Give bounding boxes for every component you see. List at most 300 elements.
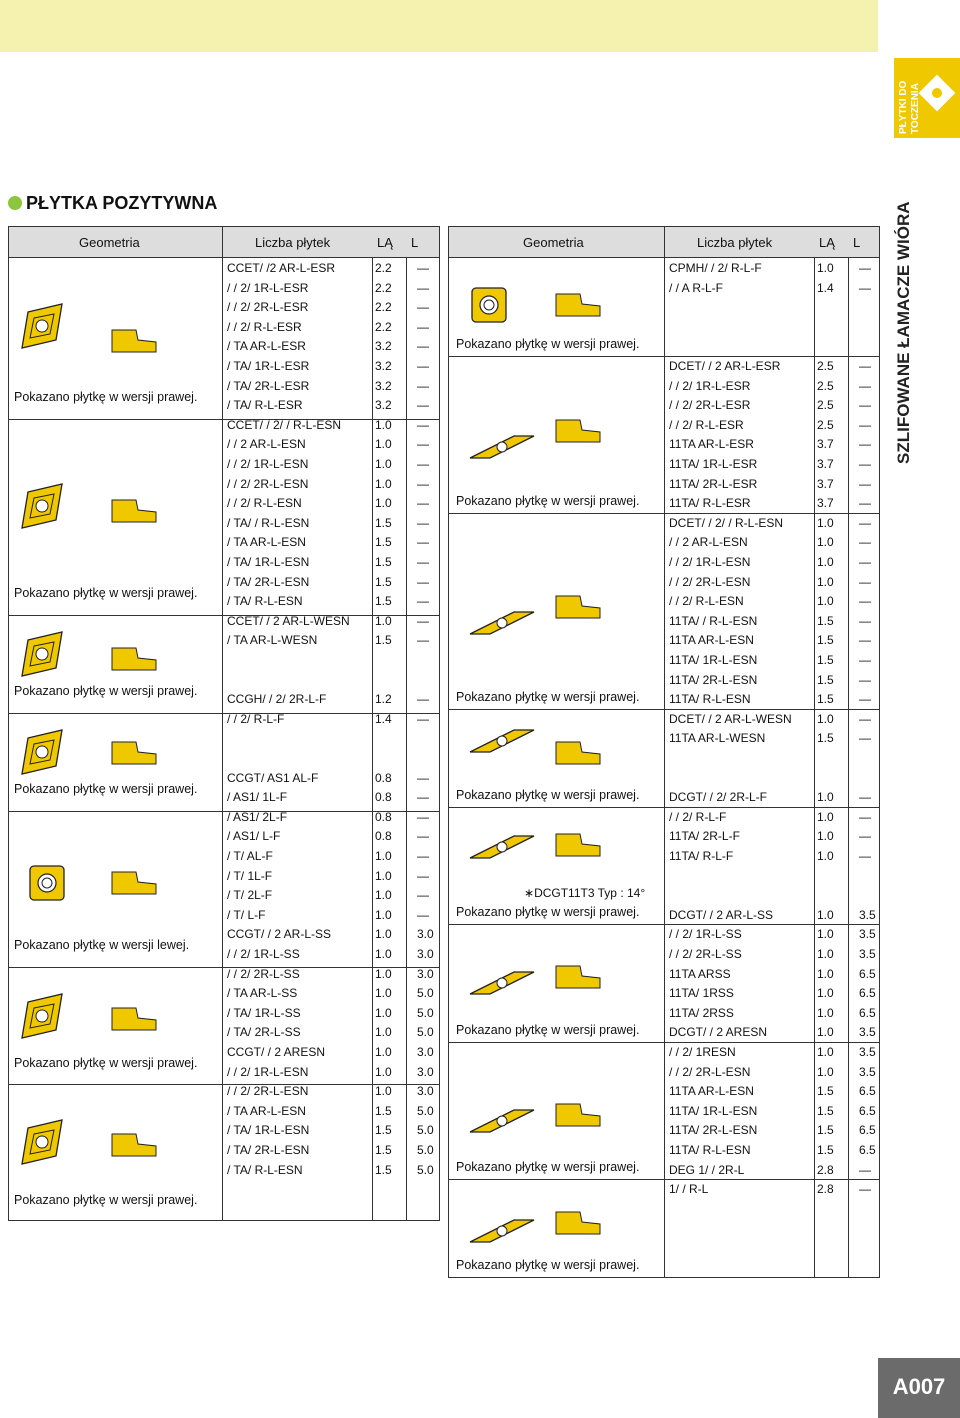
value-l: — (859, 496, 871, 511)
value-l: — (417, 437, 429, 452)
table-row (9, 984, 439, 1004)
row-separator (9, 1084, 439, 1085)
table-row (449, 612, 879, 632)
value-l: — (417, 692, 429, 707)
value-l: 6.5 (859, 966, 876, 981)
value-la: 1.0 (817, 1045, 834, 1059)
table-row (449, 435, 879, 455)
value-l: 6.5 (859, 1084, 876, 1099)
insert-code: DCET/ / 2 AR-L-WESN (669, 711, 792, 726)
value-l: — (417, 613, 429, 628)
table-row (9, 749, 439, 769)
insert-code: 1/ / R-L (669, 1182, 709, 1197)
table-row (449, 514, 879, 534)
table-row (9, 533, 439, 553)
col-geometry: Geometria (79, 235, 140, 250)
insert-code: / / 2/ 2R-L-SS (227, 966, 300, 981)
value-l: — (417, 555, 429, 569)
value-l: 5.0 (417, 986, 434, 1001)
value-l: — (859, 613, 871, 628)
table-row (449, 749, 879, 769)
insert-code: DCGT/ / 2 ARESN (669, 1025, 768, 1040)
table-row (449, 827, 879, 847)
value-l: — (859, 457, 871, 471)
value-la: 1.0 (375, 1064, 392, 1079)
insert-code: / TA AR-L-WESN (227, 633, 318, 648)
value-la: 0.8 (375, 770, 392, 785)
value-l: — (859, 594, 871, 609)
value-l: — (859, 398, 871, 413)
value-l: — (859, 653, 871, 667)
caption: Pokazano płytkę w wersji prawej. (14, 586, 198, 600)
row-separator (449, 513, 879, 514)
table-row (9, 867, 439, 887)
insert-code: / / 2/ 2R-L-SS (669, 947, 742, 961)
value-la: 1.0 (375, 907, 392, 922)
insert-code: 11TA/ R-L-ESR (669, 496, 751, 511)
table-row (449, 984, 879, 1004)
insert-code: / AS1/ 2L-F (227, 809, 288, 824)
table-row (449, 1082, 879, 1102)
value-la: 1.5 (817, 731, 834, 746)
value-la: 2.5 (817, 359, 834, 373)
row-separator (9, 811, 439, 812)
table-row (9, 1102, 439, 1122)
value-la: 1.5 (375, 633, 392, 648)
col-l1: LĄ (377, 235, 393, 250)
table-row (449, 1121, 879, 1141)
table-row (9, 847, 439, 867)
table-row (449, 1141, 879, 1161)
value-la: 1.5 (817, 1143, 834, 1157)
value-la: 2.5 (817, 417, 834, 432)
value-la: 1.0 (817, 966, 834, 981)
value-l: — (859, 790, 871, 805)
insert-code: CCET/ / 2/ / R-L-ESN (227, 417, 342, 432)
insert-code: 11TA/ R-L-ESN (669, 692, 751, 707)
value-la: 2.5 (817, 378, 834, 393)
table-row (449, 945, 879, 965)
value-l: — (859, 280, 871, 295)
value-la: 0.8 (375, 790, 392, 805)
table-row (449, 867, 879, 887)
insert-code: 11TA/ 1R-L-ESN (669, 1103, 758, 1118)
value-l: — (417, 339, 429, 354)
table-row (449, 1180, 879, 1200)
insert-code: / / 2/ 2R-L-ESN (227, 476, 309, 491)
col-l2: L (411, 235, 419, 250)
insert-code: / / 2 AR-L-ESN (227, 437, 306, 452)
insert-code: / TA/ R-L-ESN (227, 594, 303, 609)
value-l: — (859, 378, 871, 393)
insert-code: / TA AR-L-ESR (227, 339, 306, 354)
value-la: 1.4 (375, 711, 392, 726)
value-la: 1.0 (817, 986, 834, 1001)
table-row (449, 396, 879, 416)
value-la: 2.8 (817, 1162, 834, 1177)
caption: Pokazano płytkę w wersji prawej. (456, 1023, 640, 1037)
value-l: — (859, 731, 871, 746)
insert-code: / / 2/ 1R-L-SS (669, 927, 742, 942)
table-row (9, 1161, 439, 1181)
insert-code: / / 2/ 2R-L-ESR (669, 398, 751, 413)
value-l: — (859, 261, 871, 275)
value-l: — (417, 888, 429, 903)
value-l: — (859, 633, 871, 648)
insert-code: / AS1/ 1L-F (227, 790, 288, 805)
value-l: 5.0 (417, 1103, 434, 1118)
insert-code: / / 2/ 2R-L-ESN (227, 1084, 309, 1099)
value-l: — (417, 398, 429, 413)
caption: Pokazano płytkę w wersji prawej. (456, 905, 640, 919)
value-la: 1.0 (817, 907, 834, 922)
table-row (449, 475, 879, 495)
value-la: 1.5 (817, 613, 834, 628)
insert-code: DCET/ / 2/ / R-L-ESN (669, 515, 784, 530)
value-la: 1.0 (375, 1025, 392, 1040)
insert-code: 11TA/ 1RSS (669, 986, 734, 1001)
value-la: 2.8 (817, 1182, 834, 1197)
insert-code: / / 2/ 2R-L-ESN (669, 574, 751, 589)
table-row (9, 475, 439, 495)
value-la: 1.0 (817, 515, 834, 530)
value-l: — (417, 476, 429, 491)
value-la: 1.5 (375, 1162, 392, 1177)
insert-code: 11TA AR-L-ESR (669, 437, 754, 452)
value-la: 1.0 (375, 986, 392, 1001)
value-la: 1.5 (375, 1103, 392, 1118)
right-table (448, 226, 880, 1278)
value-l: — (859, 809, 871, 824)
insert-code: / / A R-L-F (669, 280, 724, 295)
caption: Pokazano płytkę w wersji lewej. (14, 938, 190, 952)
value-la: 3.7 (817, 496, 834, 511)
caption: Pokazano płytkę w wersji prawej. (14, 782, 198, 796)
table-row (449, 318, 879, 338)
insert-code: 11TA AR-L-WESN (669, 731, 766, 746)
page-number-box (878, 1358, 960, 1418)
insert-code: 11TA ARSS (669, 966, 731, 981)
value-la: 1.0 (817, 947, 834, 961)
insert-code: / / 2 AR-L-ESN (669, 535, 748, 550)
table-row (9, 651, 439, 671)
value-la: 1.0 (817, 790, 834, 805)
value-l: — (417, 849, 429, 863)
value-l: 5.0 (417, 1005, 434, 1020)
value-la: 1.0 (817, 535, 834, 550)
value-la: 1.0 (817, 261, 834, 275)
insert-code: 11TA/ 2RSS (669, 1005, 734, 1020)
value-l: 5.0 (417, 1025, 434, 1040)
value-l: — (859, 417, 871, 432)
value-la: 1.5 (817, 1084, 834, 1099)
value-l: 5.0 (417, 1162, 434, 1177)
value-l: 6.5 (859, 986, 876, 1001)
value-l: 6.5 (859, 1143, 876, 1157)
value-la: 1.5 (817, 1103, 834, 1118)
caption: Pokazano płytkę w wersji prawej. (14, 684, 198, 698)
value-l: 6.5 (859, 1123, 876, 1138)
value-la: 3.7 (817, 476, 834, 491)
value-l: 3.5 (859, 1045, 876, 1059)
table-row (9, 1121, 439, 1141)
insert-code: / TA/ 2R-L-SS (227, 1025, 301, 1040)
insert-code: DCGT/ / 2/ 2R-L-F (669, 790, 768, 805)
value-l: — (417, 359, 429, 373)
value-la: 1.0 (375, 888, 392, 903)
value-l: — (859, 437, 871, 452)
value-la: 0.8 (375, 809, 392, 824)
caption: Pokazano płytkę w wersji prawej. (456, 1258, 640, 1272)
table-row (449, 298, 879, 318)
insert-code: / TA AR-L-SS (227, 986, 298, 1001)
caption: Pokazano płytkę w wersji prawej. (456, 337, 640, 351)
value-l: — (417, 378, 429, 393)
value-l: 3.0 (417, 927, 434, 942)
value-la: 2.5 (817, 398, 834, 413)
insert-code: 11TA AR-L-ESN (669, 633, 754, 648)
table-row (9, 631, 439, 651)
table-row (9, 1082, 439, 1102)
insert-code: / AS1/ L-F (227, 829, 281, 844)
insert-code: / TA/ 1R-L-SS (227, 1005, 301, 1020)
value-la: 1.0 (375, 1045, 392, 1059)
value-l: — (859, 515, 871, 530)
value-l: — (859, 574, 871, 589)
side-band-label: PŁYTKI DO TOCZENIA (898, 80, 921, 134)
insert-code: / / 2/ 1R-L-SS (227, 947, 300, 961)
value-la: 1.0 (817, 555, 834, 569)
table-row (449, 847, 879, 867)
table-row (9, 357, 439, 377)
insert-code: 11TA/ 1R-L-ESR (669, 457, 758, 471)
value-la: 1.0 (817, 1064, 834, 1079)
value-l: — (859, 849, 871, 863)
row-separator (9, 419, 439, 420)
insert-code: CPMH/ / 2/ R-L-F (669, 261, 762, 275)
table-row (9, 729, 439, 749)
value-la: 1.0 (375, 437, 392, 452)
insert-code: / TA/ 2R-L-ESR (227, 378, 310, 393)
value-l: — (417, 515, 429, 530)
value-la: 3.7 (817, 457, 834, 471)
insert-code: 11TA/ / R-L-ESN (669, 613, 758, 628)
value-l: — (417, 809, 429, 824)
value-l: — (417, 574, 429, 589)
value-la: 1.0 (375, 457, 392, 471)
value-l: — (417, 770, 429, 785)
value-l: — (859, 711, 871, 726)
table-row (449, 357, 879, 377)
table-row (449, 573, 879, 593)
table-row (449, 729, 879, 749)
sidebar (894, 58, 960, 464)
caption: Pokazano płytkę w wersji prawej. (456, 690, 640, 704)
insert-code: 11TA/ 2R-L-F (669, 829, 740, 844)
top-band (0, 0, 878, 52)
insert-code: 11TA/ R-L-ESN (669, 1143, 751, 1157)
value-la: 3.7 (817, 437, 834, 452)
value-la: 2.2 (375, 319, 392, 334)
row-separator (449, 709, 879, 710)
insert-code: / T/ 2L-F (227, 888, 273, 903)
value-la: 1.0 (375, 868, 392, 883)
insert-code: / / 2/ 2R-L-ESR (227, 300, 309, 315)
value-la: 1.0 (375, 1005, 392, 1020)
table-row (449, 671, 879, 691)
page-number: A007 (892, 1374, 946, 1399)
row-separator (449, 1179, 879, 1180)
row-separator (449, 1042, 879, 1043)
table-row (449, 259, 879, 279)
value-l: — (859, 672, 871, 687)
value-l: — (859, 1182, 871, 1197)
caption: Pokazano płytkę w wersji prawej. (456, 1160, 640, 1174)
value-l: 5.0 (417, 1123, 434, 1138)
value-l: 6.5 (859, 1103, 876, 1118)
value-la: 1.5 (375, 535, 392, 550)
value-la: 1.5 (375, 574, 392, 589)
table-row (449, 965, 879, 985)
insert-code: / / 2/ R-L-ESN (669, 594, 744, 609)
value-l: — (417, 457, 429, 471)
insert-code: / TA/ R-L-ESR (227, 398, 303, 413)
caption: Pokazano płytkę w wersji prawej. (14, 1056, 198, 1070)
value-l: — (417, 829, 429, 844)
insert-code: CCGT/ / 2 ARESN (227, 1045, 326, 1059)
insert-code: DCGT/ / 2 AR-L-SS (669, 907, 774, 922)
value-la: 1.5 (817, 653, 834, 667)
table-row (9, 886, 439, 906)
left-table (8, 226, 440, 1221)
value-l: — (417, 868, 429, 883)
value-la: 2.2 (375, 300, 392, 315)
value-l: 3.0 (417, 947, 434, 961)
insert-code: / T/ AL-F (227, 849, 273, 863)
insert-code: CCGT/ / 2 AR-L-SS (227, 927, 332, 942)
table-row (9, 906, 439, 926)
value-la: 1.0 (375, 417, 392, 432)
table-row (449, 1004, 879, 1024)
value-la: 1.5 (817, 633, 834, 648)
value-l: — (417, 319, 429, 334)
value-la: 1.5 (375, 594, 392, 609)
table-row (449, 533, 879, 553)
value-la: 1.4 (817, 280, 834, 295)
value-l: — (417, 496, 429, 511)
table-row (9, 494, 439, 514)
table-row (449, 769, 879, 789)
value-la: 2.2 (375, 261, 392, 275)
table-row (449, 631, 879, 651)
value-l: — (859, 692, 871, 707)
table-row (449, 377, 879, 397)
value-la: 1.0 (817, 711, 834, 726)
value-l: 3.0 (417, 1045, 434, 1059)
insert-code: DCET/ / 2 AR-L-ESR (669, 359, 781, 373)
value-la: 1.0 (375, 966, 392, 981)
insert-code: / / 2/ R-L-F (227, 711, 285, 726)
value-l: — (417, 907, 429, 922)
insert-code: 11TA/ 2R-L-ESN (669, 672, 758, 687)
insert-code: / / 2/ 1R-L-ESN (227, 1064, 309, 1079)
insert-code: CCGH/ / 2/ 2R-L-F (227, 692, 327, 707)
value-l: — (417, 300, 429, 315)
insert-code: / / 2/ 1RESN (669, 1045, 736, 1059)
table-row (9, 435, 439, 455)
insert-code: / TA/ 2R-L-ESN (227, 1143, 310, 1157)
table-row (449, 886, 879, 906)
table-row (9, 827, 439, 847)
value-l: 3.0 (417, 966, 434, 981)
value-l: 3.5 (859, 907, 876, 922)
value-la: 1.0 (817, 829, 834, 844)
value-la: 1.0 (817, 849, 834, 863)
value-l: — (417, 594, 429, 609)
value-l: — (417, 417, 429, 432)
value-la: 1.0 (375, 496, 392, 511)
value-la: 3.2 (375, 398, 392, 413)
value-la: 1.0 (817, 809, 834, 824)
table-row (9, 455, 439, 475)
col-geometry: Geometria (523, 235, 584, 250)
value-la: 1.0 (375, 613, 392, 628)
insert-code: 11TA AR-L-ESN (669, 1084, 754, 1099)
insert-code: / / 2/ 1R-L-ESR (669, 378, 751, 393)
table-row (9, 259, 439, 279)
insert-code: / / 2/ R-L-F (669, 809, 727, 824)
bullet-icon (8, 196, 22, 210)
value-l: — (859, 1162, 871, 1177)
col-count: Liczba płytek (697, 235, 773, 250)
value-la: 1.0 (375, 1084, 392, 1099)
value-l: 3.5 (859, 1025, 876, 1040)
table-row (9, 279, 439, 299)
value-la: 1.5 (375, 1143, 392, 1157)
table-row (9, 298, 439, 318)
insert-code: CCGT/ AS1 AL-F (227, 770, 319, 785)
table-row (9, 318, 439, 338)
value-la: 1.0 (375, 849, 392, 863)
value-la: 3.2 (375, 378, 392, 393)
insert-code: / / 2/ R-L-ESR (669, 417, 744, 432)
table-row (449, 279, 879, 299)
value-la: 1.0 (375, 927, 392, 942)
value-la: 1.5 (817, 672, 834, 687)
value-l: — (417, 711, 429, 726)
insert-code: / TA/ 1R-L-ESN (227, 1123, 310, 1138)
value-l: — (417, 633, 429, 648)
insert-code: / TA/ 2R-L-ESN (227, 574, 310, 589)
table-row (9, 1004, 439, 1024)
insert-code: / TA/ / R-L-ESN (227, 515, 310, 530)
table-row (9, 1023, 439, 1043)
caption: Pokazano płytkę w wersji prawej. (456, 494, 640, 508)
table-row (449, 1043, 879, 1063)
table-row (449, 553, 879, 573)
value-la: 1.0 (817, 594, 834, 609)
value-l: 3.0 (417, 1064, 434, 1079)
insert-code: 11TA/ 2R-L-ESR (669, 476, 758, 491)
row-separator (449, 356, 879, 357)
left-table-header (9, 227, 439, 258)
table-row (9, 514, 439, 534)
row-separator (9, 713, 439, 714)
value-la: 1.0 (817, 1025, 834, 1040)
caption: Pokazano płytkę w wersji prawej. (456, 788, 640, 802)
value-l: 3.0 (417, 1084, 434, 1099)
table-row (449, 455, 879, 475)
